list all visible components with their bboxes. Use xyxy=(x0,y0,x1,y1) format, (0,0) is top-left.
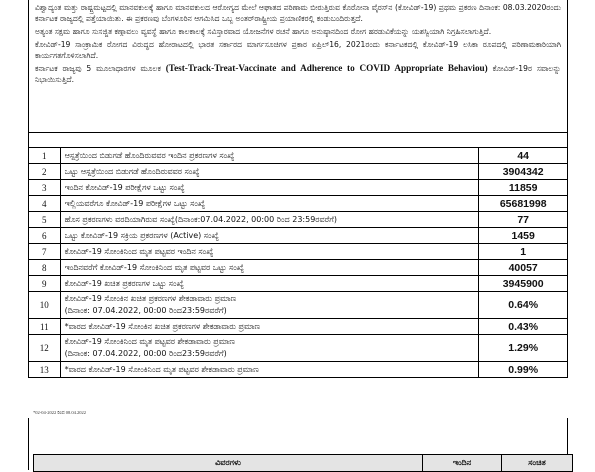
row-number: 1 xyxy=(29,148,61,164)
section-gap xyxy=(28,133,568,147)
row-number: 12 xyxy=(29,335,61,362)
details-column-header: ವಿವರಗಳು xyxy=(34,455,423,472)
row-description xyxy=(60,244,479,260)
intro-paragraph-1: ವಿಶ್ವಾದ್ಯಂತ ಮತ್ತು ರಾಷ್ಟ್ರಮಟ್ಟದಲ್ಲಿ ಮಾನವಕುಲಕ್ಕೆ ಹಾಗೂ ಮಾನವಕುಲದ ಆರೋಗ್ಯದ ಮೇಲೆ ಆಘಾತದ ಪರಿಣಾಮ ಬೀರುತ್ತಿರುವ ಕೊರೋನಾ ವೈರಸ್‌ನ (ಕೋವಿಡ್-19) ಪ್ರಥಮ ಪ್ರಕರಣ ದಿನಾಂಕ: 08.03.2020ರಂದು ಕರ್ನಾಟಕ ರಾಜ್ಯದಲ್ಲಿ ಪತ್ತೆಯಾಯಿತು. ಈ ಪ್ರಕರಣವು ಬೆಂಗಳೂರಿನ ಆಗಮಿಸಿದ ಒಬ್ಬ ಅಂತರ್‌ರಾಷ್ಟ್ರೀಯ ಪ್ರಯಾಣಿಕರಲ್ಲಿ ಕಂಡುಬಂದಿರುತ್ತದೆ. xyxy=(35,3,561,23)
stats-row xyxy=(29,148,568,164)
row-value: 1459 xyxy=(479,228,568,244)
row-description xyxy=(60,362,479,378)
stats-row xyxy=(29,362,568,378)
row-number: 7 xyxy=(29,244,61,260)
stats-row xyxy=(29,260,568,276)
row-label: ಒಟ್ಟು ಕೋವಿಡ್-19 ಸಕ್ರಿಯ ಪ್ರಕರಣಗಳ (Active) ಸಂಖ್ಯೆ xyxy=(64,230,219,240)
row-description xyxy=(60,292,479,319)
row-number: 2 xyxy=(29,164,61,180)
row-value: 0.99% xyxy=(479,362,568,378)
row-description xyxy=(60,196,479,212)
row-label: ಇಲ್ಲಿಯವರೆಗೂ ಕೋವಿಡ್-19 ಪರೀಕ್ಷೆಗಳ ಒಟ್ಟು ಸಂಖ್ಯೆ xyxy=(64,198,206,208)
row-value: 65681998 xyxy=(479,196,568,212)
intro-paragraph-4-lead: ಕರ್ನಾಟಕ ರಾಜ್ಯವು 5 ಮೂಲಾಧಾರಗಳ ಮೂಲಕ xyxy=(35,64,161,73)
row-value: 44 xyxy=(479,148,568,164)
stats-row xyxy=(29,276,568,292)
row-value: 1 xyxy=(479,244,568,260)
intro-paragraph-3: ಕೋವಿಡ್-19 ಸಾಂಕ್ರಾಮಿಕ ರೋಗದ ವಿರುದ್ಧದ ಹೋರಾಟದಲ್ಲಿ ಭಾರತ ಸರ್ಕಾರದ ಮಾರ್ಗಸೂಚಿಗಳ ಪ್ರಕಾರ ಏಪ್ರಿಲ್16, 2021ರಂದು ಕರ್ನಾಟಕದಲ್ಲಿ ಕೋವಿಡ್-19 ಲಸಿಕಾ ರೂಪದಲ್ಲಿ ಪರಿಣಾಮಕಾರಿಯಾಗಿ ಕಾರ್ಯಗತಗೊಳಿಸಲಾಗಿದೆ. xyxy=(35,40,561,60)
row-description xyxy=(60,276,479,292)
stats-row xyxy=(29,212,568,228)
row-number: 9 xyxy=(29,276,61,292)
row-label: ಕೋವಿಡ್-19 ಖಚಿತ ಪ್ರಕರಣಗಳ ಒಟ್ಟು ಸಂಖ್ಯೆ xyxy=(64,278,184,288)
row-description xyxy=(60,164,479,180)
row-number: 13 xyxy=(29,362,61,378)
row-label: ಒಟ್ಟು ಆಸ್ಪತ್ರೆಯಿಂದ ಬಿಡುಗಡೆ ಹೊಂದಿರುವವರ ಸಂಖ್ಯೆ xyxy=(64,166,200,176)
row-label: ಇಂದಿನ ಕೋವಿಡ್-19 ಪರೀಕ್ಷೆಗಳ ಒಟ್ಟು ಸಂಖ್ಯೆ xyxy=(64,182,185,192)
row-value: 11859 xyxy=(479,180,568,196)
row-label: *ವಾರದ ಕೋವಿಡ್-19 ಸೋಂಕಿನಿಂದ ಮೃತ ಪಟ್ಟವರ ಶೇಕಡಾವಾರು ಪ್ರಮಾಣ xyxy=(64,364,259,374)
weekly-footnote: *02-04-2022 ರಿಂದ 08.04.2022 xyxy=(33,410,87,415)
row-value: 40057 xyxy=(479,260,568,276)
row-value: 77 xyxy=(479,212,568,228)
stats-row xyxy=(29,335,568,362)
row-value: 0.43% xyxy=(479,319,568,335)
row-number: 6 xyxy=(29,228,61,244)
intro-paragraph-4-tail: ಕೋವಿಡ್-19ರ ಸವಾಲನ್ನು ನಿಭಾಯಿಸುತ್ತಿದೆ. xyxy=(35,64,561,84)
row-description xyxy=(60,212,479,228)
row-label: *ವಾರದ ಕೋವಿಡ್-19 ಸೋಂಕಿನ ಖಚಿತ ಪ್ರಕರಣಗಳ ಶೇಕಡಾವಾರು ಪ್ರಮಾಣ xyxy=(64,321,261,331)
stats-row xyxy=(29,164,568,180)
row-label: ಕೋವಿಡ್-19 ಸೋಂಕಿನ ಖಚಿತ ಪ್ರಕರಣಗಳ ಶೇಕಡಾವಾರು ಪ್ರಮಾಣ xyxy=(64,294,237,303)
row-label: ಆಸ್ಪತ್ರೆಯಿಂದ ಬಿಡುಗಡೆ ಹೊಂದಿರುವವರ ಇಂದಿನ ಪ್ರಕರಣಗಳ ಸಂಖ್ಯೆ xyxy=(64,150,235,160)
row-label: ಕೋವಿಡ್-19 ಸೋಂಕಿನಿಂದ ಮೃತ ಪಟ್ಟವರ ಶೇಕಡಾವಾರು ಪ್ರಮಾಣ xyxy=(64,337,235,346)
stats-row xyxy=(29,292,568,319)
row-number: 4 xyxy=(29,196,61,212)
row-description xyxy=(60,180,479,196)
row-value: 3904342 xyxy=(479,164,568,180)
today-column-header: ಇಂದಿನ xyxy=(423,455,502,472)
row-number: 11 xyxy=(29,319,61,335)
stats-row xyxy=(29,228,568,244)
details-table-header xyxy=(33,454,573,472)
row-description xyxy=(60,228,479,244)
row-description xyxy=(60,319,479,335)
header-row xyxy=(34,455,573,472)
intro-paragraph-4 xyxy=(35,63,561,85)
intro-paragraph-2: ಅತ್ಯಂತ ಸಕ್ಷಮ ಹಾಗೂ ಸುಸಜ್ಜಿತ ಕಣ್ಗಾವಲು ವ್ಯವಸ್ಥೆ ಹಾಗೂ ಕಾಲಕಾಲಕ್ಕೆ ಸವಿಸ್ತಾರವಾದ ಯೋಜನೆಗಳ ರಚನೆ ಹಾಗೂ ಅನುಷ್ಠಾನದಿಂದ ರೋಗ ಹರಡುವಿಕೆಯನ್ನು ಯಶಸ್ವಿಯಾಗಿ ನಿಗ್ರಹಿಸಲಾಗುತ್ತಿದೆ. xyxy=(35,27,492,36)
row-value: 1.29% xyxy=(479,335,568,362)
row-value: 0.64% xyxy=(479,292,568,319)
row-number: 10 xyxy=(29,292,61,319)
row-description xyxy=(60,148,479,164)
row-date-range: (ದಿನಾಂಕ: 07.04.2022, 00:00 ರಿಂದ23:59ರವರೆಗೆ) xyxy=(64,306,227,315)
row-description xyxy=(60,260,479,276)
five-pillars-text: (Test-Track-Treat-Vaccinate and Adherence to COVID Appropriate Behaviou) xyxy=(165,63,488,73)
row-date-range: (ದಿನಾಂಕ: 07.04.2022, 00:00 ರಿಂದ23:59ರವರೆಗೆ) xyxy=(64,349,227,358)
intro-section xyxy=(28,0,568,133)
cumulative-column-header: ಸಂಚಿತ xyxy=(502,455,573,472)
row-number: 5 xyxy=(29,212,61,228)
stats-row xyxy=(29,319,568,335)
row-label: ಕೋವಿಡ್-19 ಸೋಂಕಿನಿಂದ ಮೃತ ಪಟ್ಟವರ ಇಂದಿನ ಸಂಖ್ಯೆ xyxy=(64,246,214,256)
stats-row xyxy=(29,180,568,196)
stats-table xyxy=(28,147,568,378)
row-description xyxy=(60,335,479,362)
stats-row xyxy=(29,196,568,212)
row-number: 8 xyxy=(29,260,61,276)
row-label: ಹೊಸ ಪ್ರಕರಣಗಳು ವರದಿಯಾಗಿರುವ ಸಂಖ್ಯೆ(ದಿನಾಂಕ:07.04.2022, 00:00 ರಿಂದ 23:59ರವರೆಗೆ) xyxy=(64,214,337,224)
stats-row xyxy=(29,244,568,260)
row-value: 3945900 xyxy=(479,276,568,292)
row-number: 3 xyxy=(29,180,61,196)
row-label: ಇಂದಿನವರೆಗೆ ಕೋವಿಡ್-19 ಸೋಂಕಿನಿಂದ ಮೃತ ಪಟ್ಟವರ ಒಟ್ಟು ಸಂಖ್ಯೆ xyxy=(64,262,245,272)
